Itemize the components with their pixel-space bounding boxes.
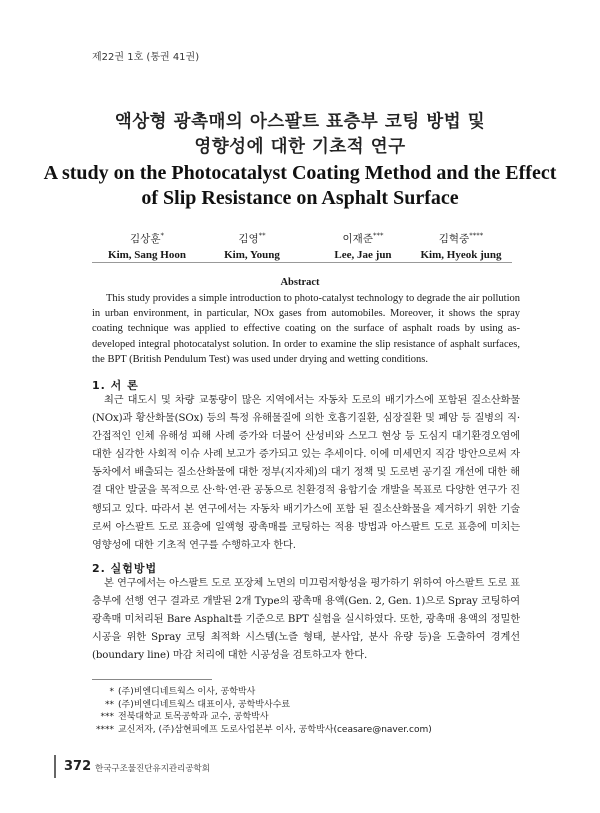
footnote-mark: *	[109, 687, 114, 697]
footnote-mark: **	[105, 699, 114, 710]
author-english-name: Kim, Young	[224, 249, 280, 261]
issue-info: 제22권 1호 (통권 41권)	[92, 52, 200, 63]
english-title-line-1: A study on the Photocatalyst Coating Method and the Effect	[43, 162, 557, 184]
footnotes	[92, 686, 432, 737]
korean-title-line-2: 영향성에 대한 기초적 연구	[194, 137, 406, 157]
footnote-text: 교신저자, (주)삼현피에프 도로사업본부 이사, 공학박사(ceasare@naver.com)	[118, 725, 432, 736]
author-korean-name: 김영	[238, 233, 259, 245]
footnote-3	[92, 711, 432, 724]
author-mark: **	[258, 231, 266, 240]
abstract-heading: Abstract	[280, 277, 320, 288]
author-4	[396, 231, 526, 261]
footer-bar	[54, 755, 56, 778]
section-heading-method: 2. 실험방법	[92, 562, 158, 575]
journal-name: 한국구조물진단유지관리공학회	[95, 764, 210, 774]
footnote-1	[92, 686, 432, 699]
footnote-text: (주)비엔디네트웍스 대표이사, 공학박사수료	[118, 699, 291, 710]
footnote-mark: ****	[96, 725, 114, 736]
author-korean-name: 김혁중	[438, 233, 470, 245]
author-korean-name: 이재준	[342, 233, 373, 245]
author-english-name: Kim, Hyeok jung	[420, 249, 502, 261]
author-mark: *	[160, 231, 164, 240]
author-mark: ****	[469, 231, 484, 240]
section-text-introduction: 최근 대도시 및 차량 교통량이 많은 지역에서는 자동차 도로의 배기가스에 포함된 질소산화물(NOx)과 황산화물(SOx) 등의 특정 유해물질에 의한 호흡기질환, 심장질환 및 폐암 등 질병의 직·간접적인 인체 유해성 피해 사례 증가와 더불어 산성비와 스모그 현상 등 도심지 대기환경오염에 대한 심각한 사회적 이슈 사례 보고가 증가되고 있는 추세이다. 이에 미세먼지 직감 방안으로써 자동차에서 배출되는 질소산화물에 대한 정부(지자체)의 대기 정책 및 도로변 공기질 개선에 대한 해결 대안 발굴을 목적으로 산·학·연·관 공동으로 친환경적 융합기술 개발을 목표로 다양한 연구가 진행되고 있다. 따라서 본 연구에서는 자동차 배기가스에 포함 된 질소산화물을 제거하기 위한 기술로써 아스팔트 도로 표층에 일액형 광촉매를 코팅하는 적용 방법과 아스팔트 도로 표층에 미치는 영향성에 대한 기초적 연구를 수행하고자 한다.	[92, 395, 520, 551]
korean-title-line-1: 액상형 광촉매의 아스팔트 표층부 코팅 방법 및	[114, 112, 486, 132]
author-english-name: Lee, Jae jun	[334, 249, 392, 261]
footnote-text: 전북대학교 토목공학과 교수, 공학박사	[118, 712, 269, 723]
section-heading-introduction: 1. 서 론	[92, 379, 139, 392]
author-mark: ***	[372, 231, 384, 240]
footnote-text: (주)비엔디네트웍스 이사, 공학박사	[118, 687, 256, 697]
footnote-mark: ***	[100, 712, 114, 723]
author-korean-name: 김상훈	[130, 233, 161, 245]
footnote-2	[92, 699, 432, 712]
page-number: 372	[64, 759, 92, 774]
section-text-method: 본 연구에서는 아스팔트 도로 포장체 노면의 미끄럼저항성을 평가하기 위하여 아스팔트 도로 표층부에 선행 연구 결과로 개발된 2개 Type의 광촉매 용액(Gen. 2, Gen. 1)으로 Spray 코팅하여 광촉매 미처리된 Bare Asphalt를 기준으로 BPT 실험을 실시하였다. 또한, 광촉매 용액의 정밀한 시공을 위한 Spray 코팅 최적화 시스템(노즐 형태, 분사압, 분사 유량 등)을 도출하여 경계선(boundary line) 마감 처리에 대한 시공성을 검토하고자 한다.	[92, 578, 520, 662]
footnote-divider	[92, 679, 212, 680]
footnote-4	[92, 724, 432, 737]
abstract-text: This study provides a simple introduction to photo-catalyst technology to degrade the air pollution in urban environment, in particular, NOx gases from automobiles. Moreover, it shows the spray coating technique was applied to effective coating on the surface of asphalt roads by using as-developed integral photocatalyst solution. In order to examine the slip resistance of asphalt surfaces, the BPT (British Pendulum Test) was used under drying and wetting conditions.	[92, 293, 520, 365]
header-divider	[92, 262, 512, 263]
author-english-name: Kim, Sang Hoon	[108, 249, 186, 261]
english-title-line-2: of Slip Resistance on Asphalt Surface	[141, 187, 459, 209]
